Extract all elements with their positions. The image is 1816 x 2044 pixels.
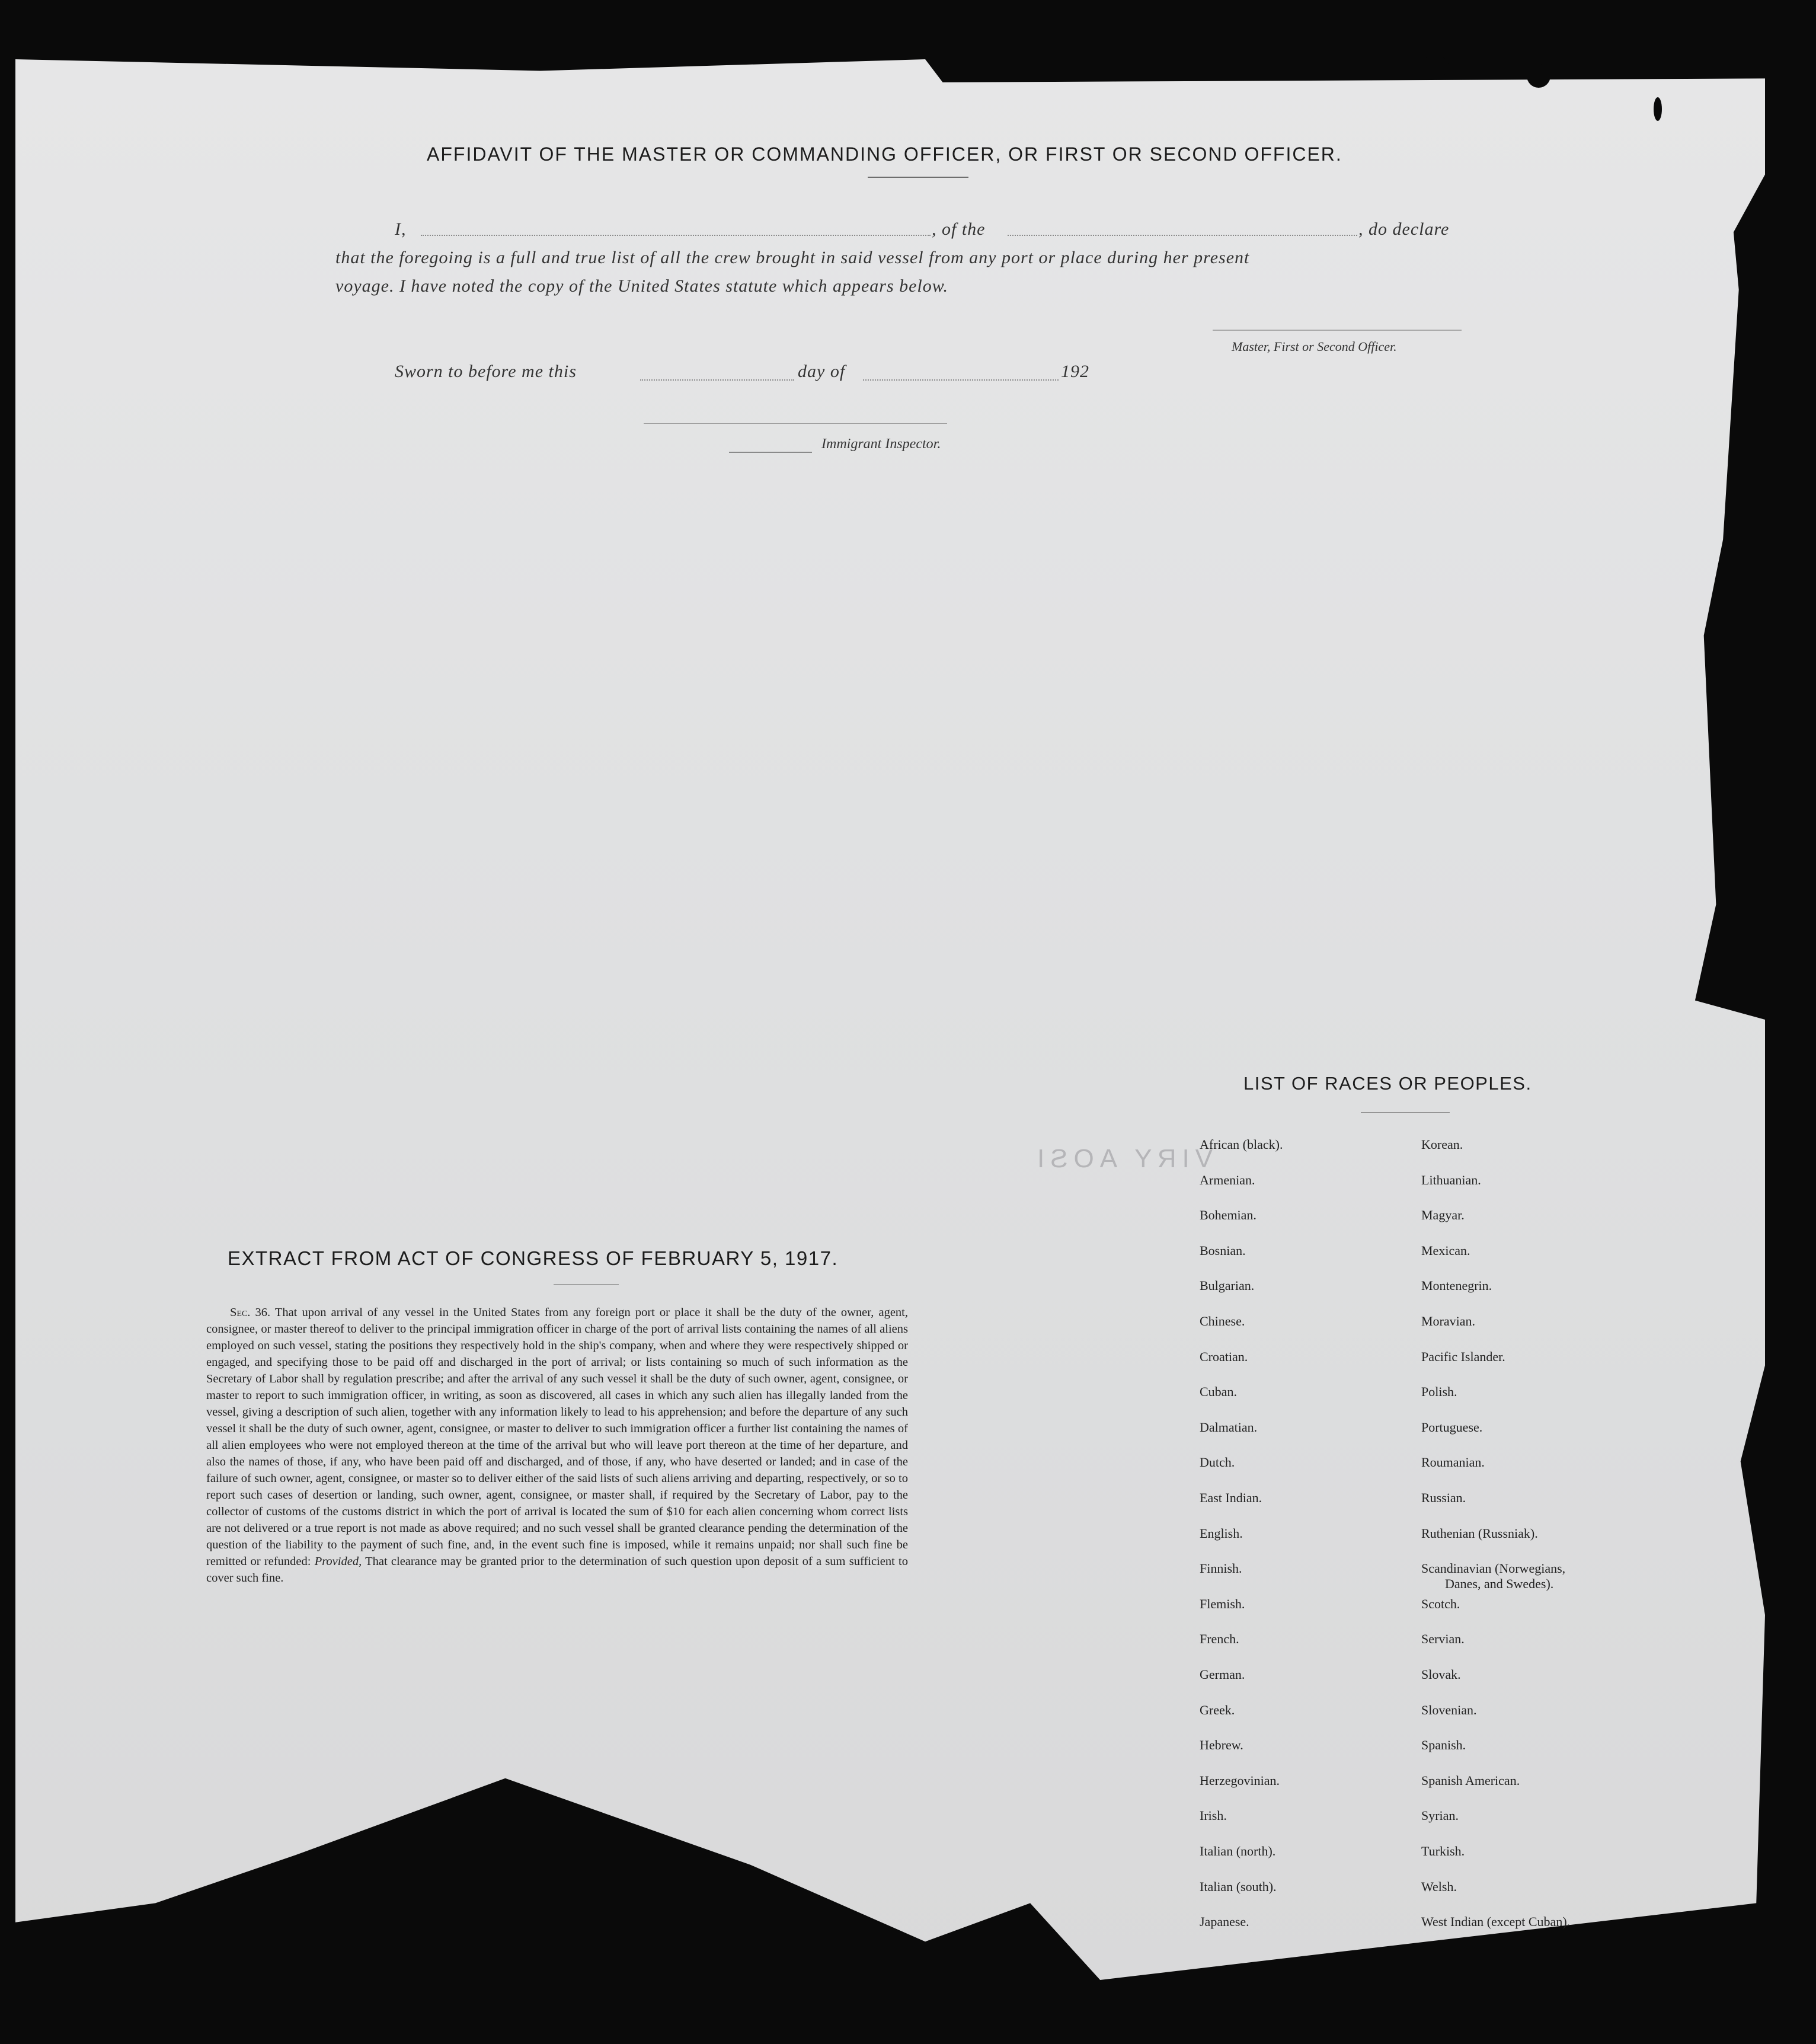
faint-stamp: VIRY AOSI (1031, 1144, 1213, 1173)
race-item: Croatian. (1200, 1349, 1248, 1364)
affidavit-title: AFFIDAVIT OF THE MASTER OR COMMANDING OFFICER, OR FIRST OR SECOND OFFICER. (427, 143, 1342, 165)
affidavit-line3: voyage. I have noted the copy of the United States statute which appears below. (335, 276, 949, 296)
race-item: Slovak. (1421, 1667, 1461, 1682)
race-item: Servian. (1421, 1631, 1465, 1647)
race-item: Dalmatian. (1200, 1419, 1258, 1435)
race-item: Magyar. (1421, 1208, 1465, 1223)
extract-section: Sec. 36. (230, 1306, 271, 1319)
name-blank (421, 235, 931, 236)
race-item: Dutch. (1200, 1455, 1235, 1470)
race-item: German. (1200, 1667, 1245, 1682)
race-item: Bosnian. (1200, 1243, 1246, 1258)
race-item: Montenegrin. (1421, 1278, 1492, 1294)
race-item: Polish. (1421, 1384, 1457, 1400)
race-item: Japanese. (1200, 1914, 1249, 1930)
race-item: Greek. (1200, 1702, 1235, 1717)
race-item: Welsh. (1421, 1879, 1457, 1894)
title-underline (868, 177, 968, 178)
year-text: 192 (1061, 362, 1089, 381)
race-item: Italian (south). (1200, 1879, 1277, 1894)
race-item: Bulgarian. (1200, 1278, 1255, 1294)
punch-hole (1654, 97, 1662, 121)
race-item: Hebrew. (1200, 1738, 1243, 1753)
race-item: Turkish. (1421, 1844, 1465, 1858)
punch-hole (1527, 64, 1550, 88)
race-item: Finnish. (1200, 1561, 1242, 1576)
extract-text: That upon arrival of any vessel in the United States from any foreign port or place it shall be the duty of the owner, agent, consignee, or master thereof to deliver to the principal immigration officer in charge of the port of arrival lists containing the names of all aliens employed on such vessel, stating the positions they respectively hold in the ship's company, when and where they were respectively shipped or engaged, and specifying those to be paid off and discharged in the port of arrival; or lists containing so much of such information as the Secretary of Labor shall by regulation prescribe; and after the arrival of any such vessel it shall be the duty of such owner, agent, consignee, or master to report to such immigration officer, in writing, as soon as discovered, all cases in which any such alien has illegally landed from the vessel, giving a description of such alien, together with any information likely to lead to his apprehension; and before the departure of any such vessel it shall be the duty of such owner, agent, consignee, or master to deliver to such immigration officer a further list containing the names of all alien employees who were not employed thereon at the time of the arrival but who will leave port thereon at the time of her departure, and also the names of those, if any, who have been paid off and discharged, and of those, if any, who have deserted or landed; and in case of the failure of such owner, agent, consignee, or master so to deliver either of the said lists of such aliens arriving and departing, respectively, or so to report such cases of desertion or landing, such owner, agent, consignee, or master shall, if required by the Secretary of Labor, pay to the collector of customs of the customs district in which the port of arrival is located the sum of $10 for each alien concerning whom correct lists are not delivered or a true report is not made as above required; and no such vessel shall be granted clearance pending the determination of the question of the liability to the payment of such fine, and, in the event such fine is imposed, while it remains unpaid; nor shall such fine be remitted or refunded: (206, 1306, 908, 1568)
race-item: Cuban. (1200, 1384, 1237, 1400)
race-item: English. (1200, 1525, 1243, 1541)
race-item: Slovenian. (1421, 1702, 1477, 1717)
extract-provided: Provided, (314, 1555, 362, 1568)
race-item: Moravian. (1421, 1314, 1476, 1328)
affidavit-line2: that the foregoing is a full and true list of all the crew brought in said vessel from any port or place during her present (335, 248, 1250, 267)
affidavit-declare: , do declare (1358, 219, 1450, 239)
inspector-line (644, 423, 947, 424)
races-title: LIST OF RACES OR PEOPLES. (1243, 1073, 1532, 1094)
signature-label: Master, First or Second Officer. (1232, 339, 1397, 354)
race-item: Russian. (1421, 1490, 1466, 1505)
race-item: Chinese. (1200, 1314, 1245, 1328)
race-item: Italian (north). (1200, 1844, 1276, 1858)
affidavit-of-the: , of the (932, 219, 986, 239)
race-item: Korean. (1421, 1137, 1463, 1152)
race-item: Syrian. (1421, 1808, 1459, 1823)
races-title-underline (1361, 1112, 1450, 1113)
race-item: Ruthenian (Russniak). (1421, 1525, 1538, 1541)
paper-sheet (15, 59, 1765, 1980)
vessel-blank (1008, 235, 1357, 236)
inspector-blank (729, 452, 812, 453)
race-item: Mexican. (1421, 1243, 1470, 1258)
race-item: West Indian (except Cuban). (1421, 1914, 1571, 1930)
race-item: Lithuanian. (1421, 1172, 1481, 1187)
race-item: French. (1200, 1631, 1239, 1647)
race-item: Danes, and Swedes). (1445, 1576, 1554, 1592)
extract-title-underline (554, 1284, 619, 1285)
race-item: Roumanian. (1421, 1455, 1485, 1470)
month-blank (863, 379, 1059, 381)
extract-tail: That clearance may be granted prior to the determination of such question upon deposit of a sum sufficient to cover such fine. (206, 1555, 908, 1585)
race-item: Spanish American. (1421, 1772, 1520, 1788)
race-item: Herzegovinian. (1200, 1772, 1280, 1788)
race-item: Bohemian. (1200, 1208, 1257, 1223)
race-item: Irish. (1200, 1808, 1227, 1823)
race-item: Scandinavian (Norwegians, (1421, 1561, 1566, 1576)
race-item: East Indian. (1200, 1490, 1262, 1505)
race-item: Spanish. (1421, 1738, 1466, 1753)
affidavit-i: I, (395, 219, 407, 239)
race-item: Flemish. (1200, 1596, 1245, 1611)
sworn-text: Sworn to before me this (395, 362, 577, 381)
race-item: Armenian. (1200, 1172, 1255, 1187)
extract-body (206, 1304, 908, 1586)
day-of-text: day of (798, 362, 846, 381)
race-item: Scotch. (1421, 1596, 1460, 1611)
race-item: Pacific Islander. (1421, 1349, 1505, 1364)
race-item: African (black). (1200, 1137, 1283, 1152)
day-blank (640, 379, 794, 381)
race-item: Portuguese. (1421, 1419, 1483, 1435)
inspector-label: Immigrant Inspector. (821, 436, 941, 452)
punch-hole (1421, 55, 1449, 78)
signature-blank (1213, 330, 1462, 331)
extract-title: EXTRACT FROM ACT OF CONGRESS OF FEBRUARY 5, 1917. (228, 1247, 839, 1269)
